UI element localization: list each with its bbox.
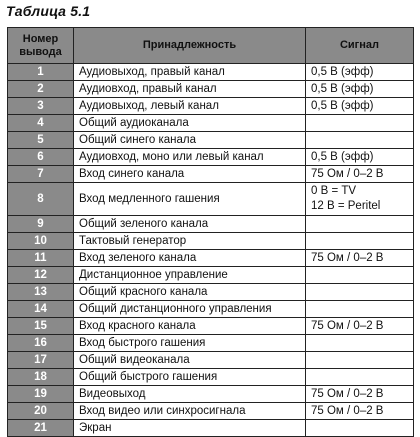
table-row bbox=[8, 98, 414, 115]
signal-cell bbox=[306, 166, 414, 183]
signal-cell bbox=[306, 403, 414, 420]
signal-cell bbox=[306, 233, 414, 250]
signal-cell bbox=[306, 352, 414, 369]
table-row bbox=[8, 335, 414, 352]
pin-number-cell: 17 bbox=[8, 352, 74, 369]
pin-number-cell: 8 bbox=[8, 183, 74, 216]
purpose-cell: Тактовый генератор bbox=[74, 233, 306, 250]
pin-assignment-table bbox=[7, 27, 414, 437]
signal-value: 0,5 В (эфф) bbox=[311, 65, 374, 78]
signal-value: 75 Ом / 0–2 В bbox=[311, 404, 384, 417]
signal-cell bbox=[306, 64, 414, 81]
header-purpose: Принадлежность bbox=[74, 28, 306, 64]
table-row bbox=[8, 115, 414, 132]
pin-number-cell: 1 bbox=[8, 64, 74, 81]
header-pin-number: Номер вывода bbox=[8, 28, 74, 64]
pin-number-cell: 19 bbox=[8, 386, 74, 403]
signal-cell bbox=[306, 132, 414, 149]
pin-number-cell: 11 bbox=[8, 250, 74, 267]
purpose-cell: Вход красного канала bbox=[74, 318, 306, 335]
pin-number-cell: 13 bbox=[8, 284, 74, 301]
pin-number-cell: 15 bbox=[8, 318, 74, 335]
pin-number-cell: 20 bbox=[8, 403, 74, 420]
signal-cell bbox=[306, 335, 414, 352]
signal-cell bbox=[306, 250, 414, 267]
pin-number-cell: 18 bbox=[8, 369, 74, 386]
signal-cell bbox=[306, 149, 414, 166]
purpose-cell: Вход быстрого гашения bbox=[74, 335, 306, 352]
purpose-cell: Аудиовыход, правый канал bbox=[74, 64, 306, 81]
purpose-cell: Общий быстрого гашения bbox=[74, 369, 306, 386]
purpose-cell: Общий аудиоканала bbox=[74, 115, 306, 132]
pin-number-cell: 14 bbox=[8, 301, 74, 318]
signal-cell bbox=[306, 81, 414, 98]
table-row bbox=[8, 352, 414, 369]
purpose-cell: Дистанционное управление bbox=[74, 267, 306, 284]
signal-cell bbox=[306, 98, 414, 115]
purpose-cell: Видеовыход bbox=[74, 386, 306, 403]
purpose-cell: Аудиовход, правый канал bbox=[74, 81, 306, 98]
table-body bbox=[8, 64, 414, 437]
table-row bbox=[8, 403, 414, 420]
table-row bbox=[8, 183, 414, 216]
table-row bbox=[8, 149, 414, 166]
table-row bbox=[8, 250, 414, 267]
purpose-cell: Вход медленного гашения bbox=[74, 183, 306, 216]
signal-cell bbox=[306, 369, 414, 386]
signal-value: 0 В = TV bbox=[311, 185, 357, 197]
pin-number-cell: 21 bbox=[8, 420, 74, 437]
purpose-cell: Аудиовход, моно или левый канал bbox=[74, 149, 306, 166]
table-row bbox=[8, 386, 414, 403]
pin-number-cell: 12 bbox=[8, 267, 74, 284]
table-row bbox=[8, 369, 414, 386]
table-row bbox=[8, 284, 414, 301]
purpose-cell: Вход синего канала bbox=[74, 166, 306, 183]
pin-number-cell: 5 bbox=[8, 132, 74, 149]
signal-cell bbox=[306, 183, 414, 216]
signal-cell bbox=[306, 318, 414, 335]
signal-cell bbox=[306, 284, 414, 301]
table-header-row bbox=[8, 28, 414, 64]
purpose-cell: Вход видео или синхросигнала bbox=[74, 403, 306, 420]
purpose-cell: Общий видеоканала bbox=[74, 352, 306, 369]
signal-cell bbox=[306, 386, 414, 403]
signal-value: 75 Ом / 0–2 В bbox=[311, 167, 384, 180]
signal-cell bbox=[306, 115, 414, 132]
signal-cell bbox=[306, 267, 414, 284]
table-row bbox=[8, 267, 414, 284]
pin-number-cell: 10 bbox=[8, 233, 74, 250]
purpose-cell: Общий красного канала bbox=[74, 284, 306, 301]
signal-value: 75 Ом / 0–2 В bbox=[311, 319, 384, 332]
signal-value: 0,5 В (эфф) bbox=[311, 99, 374, 112]
signal-value: 0,5 В (эфф) bbox=[311, 150, 374, 163]
table-row bbox=[8, 81, 414, 98]
table-row bbox=[8, 132, 414, 149]
header-signal: Сигнал bbox=[306, 28, 414, 64]
pin-number-cell: 3 bbox=[8, 98, 74, 115]
purpose-cell: Аудиовыход, левый канал bbox=[74, 98, 306, 115]
purpose-cell: Вход зеленого канала bbox=[74, 250, 306, 267]
pin-number-cell: 9 bbox=[8, 216, 74, 233]
pin-number-cell: 4 bbox=[8, 115, 74, 132]
table-row bbox=[8, 166, 414, 183]
purpose-cell: Общий синего канала bbox=[74, 132, 306, 149]
table-caption: Таблица 5.1 bbox=[6, 3, 91, 19]
pin-number-cell: 6 bbox=[8, 149, 74, 166]
pin-number-cell: 16 bbox=[8, 335, 74, 352]
table-row bbox=[8, 318, 414, 335]
signal-value: 0,5 В (эфф) bbox=[311, 82, 374, 95]
purpose-cell: Общий зеленого канала bbox=[74, 216, 306, 233]
signal-cell bbox=[306, 301, 414, 318]
table-row bbox=[8, 216, 414, 233]
table-row bbox=[8, 64, 414, 81]
purpose-cell: Экран bbox=[74, 420, 306, 437]
pin-number-cell: 7 bbox=[8, 166, 74, 183]
purpose-cell: Общий дистанционного управления bbox=[74, 301, 306, 318]
pin-number-cell: 2 bbox=[8, 81, 74, 98]
table-row bbox=[8, 233, 414, 250]
signal-cell bbox=[306, 216, 414, 233]
signal-value: 12 В = Peritel bbox=[311, 200, 381, 212]
signal-value: 75 Ом / 0–2 В bbox=[311, 251, 384, 264]
table-row bbox=[8, 301, 414, 318]
signal-value: 75 Ом / 0–2 В bbox=[311, 387, 384, 400]
